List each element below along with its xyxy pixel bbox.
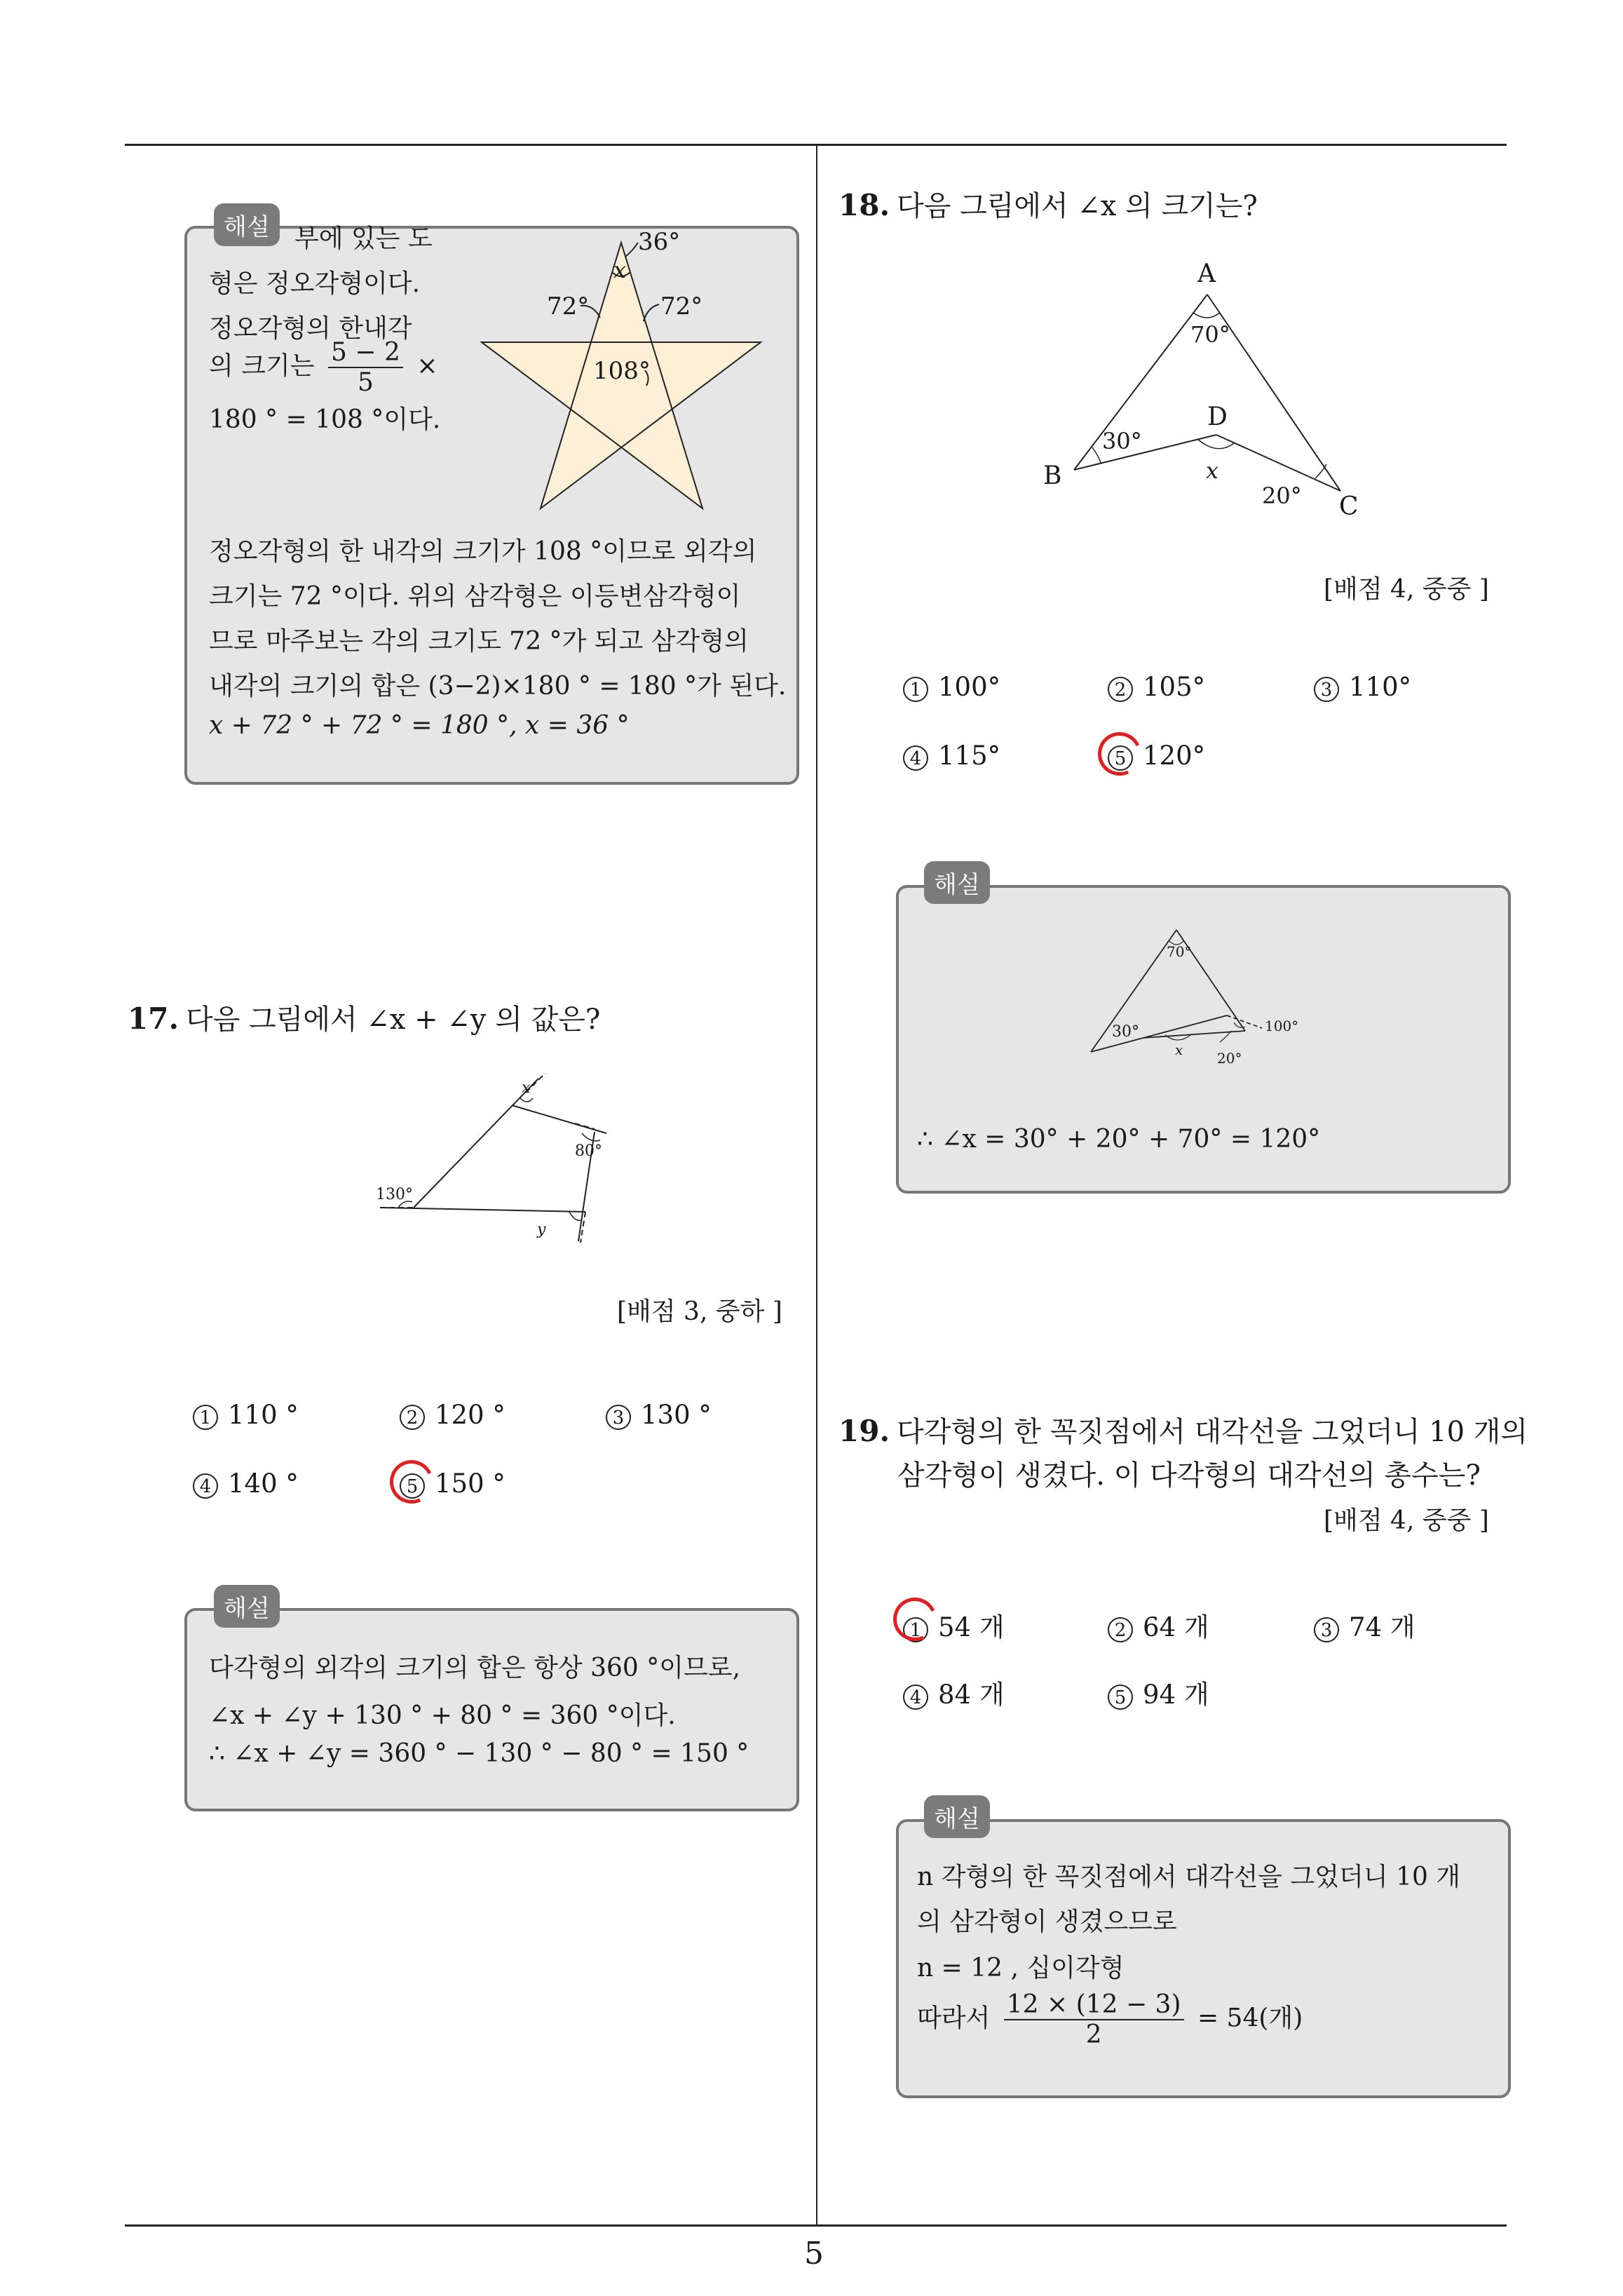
sfig-ext — [1227, 1015, 1262, 1028]
q18-choice-3[interactable] — [1314, 672, 1411, 702]
sol18-line: ∴ ∠x = 30° + 20° + 70° = 120° — [917, 1125, 1321, 1154]
question-18-score: [배점 4, 중중 ] — [1324, 575, 1489, 604]
q18-choice-3-text: 110° — [1349, 672, 1412, 702]
fig16-label-72-right: 72° — [660, 292, 703, 320]
sol16-line-2: 형은 정오각형이다. — [209, 269, 421, 298]
fig18-label-30: 30° — [1102, 428, 1142, 454]
bottom-rule — [125, 2224, 1507, 2227]
q18-answer-mark — [1092, 726, 1147, 781]
q19-choice-5[interactable] — [1108, 1673, 1209, 1711]
sol17-line-2: ∠x + ∠y + 130 ° + 80 ° = 360 °이다. — [209, 1701, 676, 1730]
fig17-ext-3 — [580, 1212, 585, 1243]
fig17-arc-y — [569, 1212, 580, 1220]
q17-choice-3-number: 3 — [606, 1405, 631, 1430]
question-17-text: 다음 그림에서 ∠x + ∠y 의 값은? — [186, 1004, 601, 1036]
sol16-body-3: 므로 마주보는 각의 크기도 72 °가 되고 삼각형의 — [209, 627, 749, 656]
solution-tag-16: 해설 — [214, 203, 280, 246]
triangle-figure-18-solution — [1087, 924, 1325, 1072]
fig17-label-y: y — [537, 1221, 546, 1238]
sfig-label-x: x — [1175, 1041, 1183, 1058]
q19-choice-3-text: 74 개 — [1349, 1612, 1415, 1642]
quadrilateral-figure — [372, 1073, 624, 1255]
q19-choice-4-number: 4 — [903, 1684, 928, 1710]
fig18-label-D: D — [1207, 403, 1228, 431]
solution-tag-17: 해설 — [214, 1585, 280, 1628]
q17-choice-5-text: 150 ° — [435, 1468, 505, 1499]
fig18-arc-20 — [1315, 464, 1326, 478]
q17-choice-2-text: 120 ° — [435, 1400, 505, 1430]
fig17-label-130: 130° — [376, 1186, 413, 1203]
fig18-label-A: A — [1197, 259, 1216, 288]
arrow-72-right — [644, 304, 659, 321]
q17-choice-1-text: 110 ° — [228, 1400, 299, 1430]
question-18-number: 18. — [838, 188, 890, 222]
question-18-title — [838, 184, 1258, 224]
q17-choice-4-number: 4 — [193, 1473, 218, 1499]
q17-choice-3[interactable] — [606, 1400, 712, 1430]
question-19-score: [배점 4, 중중 ] — [1324, 1506, 1489, 1535]
fig16-label-x: x — [613, 257, 627, 283]
question-18-text: 다음 그림에서 ∠x 의 크기는? — [897, 190, 1258, 222]
q19-choice-4[interactable] — [903, 1673, 1005, 1711]
q19-choice-3-number: 3 — [1314, 1617, 1339, 1642]
sol16-line-5: 180 ° = 108 °이다. — [209, 405, 441, 434]
q18-choice-4[interactable] — [903, 741, 1000, 771]
sol16-body-5: x + 72 ° + 72 ° = 180 °, x = 36 ° — [209, 711, 630, 740]
sol16-frac-num: 5 − 2 — [328, 338, 403, 368]
q17-choice-2-number: 2 — [400, 1405, 425, 1430]
q19-choice-5-number: 5 — [1108, 1684, 1133, 1710]
fig18-label-70: 70° — [1190, 321, 1230, 348]
q18-choice-2-number: 2 — [1108, 677, 1133, 702]
fig18-label-C: C — [1339, 492, 1359, 521]
q19-choice-1-text: 54 개 — [938, 1612, 1005, 1642]
fig16-label-72-left: 72° — [547, 292, 590, 320]
sol17-line-3: ∴ ∠x + ∠y = 360 ° − 130 ° − 80 ° = 150 ° — [209, 1739, 749, 1768]
sol16-line-3: 정오각형의 한내각 — [209, 314, 412, 343]
q18-choice-4-number: 4 — [903, 745, 928, 771]
solution-tag-18: 해설 — [924, 861, 990, 904]
question-17-score: [배점 3, 중하 ] — [617, 1297, 782, 1326]
fig17-label-80: 80° — [575, 1142, 602, 1160]
sol19-line-1: n 각형의 한 꼭짓점에서 대각선을 그었더니 10 개 — [917, 1863, 1461, 1891]
fig16-label-108: 108° — [593, 357, 651, 385]
q19-choice-4-text: 84 개 — [938, 1680, 1005, 1710]
fig18-arc-30 — [1092, 447, 1101, 463]
fig18-label-20: 20° — [1262, 482, 1302, 509]
fig17-arc-x — [520, 1098, 533, 1102]
column-divider — [816, 146, 817, 2225]
arrow-36 — [625, 243, 638, 257]
fig17-label-x: x — [522, 1079, 531, 1097]
q18-choice-5-number: 5 — [1108, 745, 1133, 771]
q17-answer-mark — [383, 1454, 439, 1509]
q17-choice-1-number: 1 — [193, 1405, 218, 1430]
sol16-line-4-text: 의 크기는 — [209, 351, 315, 381]
fig16-label-36: 36° — [638, 228, 681, 256]
q18-choice-1[interactable] — [903, 672, 1000, 702]
q17-choice-3-text: 130 ° — [641, 1400, 712, 1430]
question-17-title — [128, 997, 600, 1037]
sol16-line-4 — [209, 338, 438, 398]
q17-choice-2[interactable] — [400, 1400, 505, 1430]
sol19-frac-num: 12 × (12 − 3) — [1004, 1990, 1184, 2020]
sfig-label-70: 70° — [1167, 943, 1192, 960]
q19-choice-3[interactable] — [1314, 1606, 1415, 1644]
question-17-number: 17. — [128, 1001, 179, 1036]
sfig-label-100: 100° — [1265, 1018, 1299, 1034]
q19-choice-2-number: 2 — [1108, 1617, 1133, 1642]
question-19-line-2: 삼각형이 생겼다. 이 다각형의 대각선의 총수는? — [897, 1459, 1481, 1492]
q19-choice-2[interactable] — [1108, 1606, 1209, 1644]
sol19-line-2: 의 삼각형이 생겼으므로 — [917, 1907, 1177, 1936]
pentagram-figure — [470, 223, 778, 518]
page-number: 5 — [804, 2236, 824, 2271]
sol19-result: = 54(개) — [1197, 2004, 1303, 2033]
q18-choice-2-text: 105° — [1143, 672, 1206, 702]
q19-choice-5-text: 94 개 — [1143, 1680, 1209, 1710]
fig17-edge-2 — [512, 1105, 606, 1133]
sol16-body-4: 내각의 크기의 합은 (3−2)×180 ° = 180 °가 된다. — [209, 672, 787, 701]
solution-tag-19: 해설 — [924, 1795, 990, 1838]
sol19-line-4 — [917, 1990, 1303, 2050]
q18-choice-4-text: 115° — [938, 741, 1001, 771]
fig17-edge-1 — [414, 1079, 538, 1208]
q17-choice-5-number: 5 — [400, 1473, 425, 1499]
fig18-arc-70 — [1193, 313, 1220, 318]
fig18-label-B: B — [1043, 461, 1062, 490]
q18-choice-3-number: 3 — [1314, 677, 1339, 702]
sol16-times: × — [416, 351, 438, 381]
q19-choice-1-number: 1 — [903, 1617, 928, 1642]
sfig-label-20: 20° — [1217, 1050, 1242, 1067]
sol19-prefix: 따라서 — [917, 2004, 991, 2033]
q17-choice-1[interactable] — [193, 1400, 299, 1430]
fig18-label-x: x — [1206, 457, 1219, 484]
sol16-body-1: 정오각형의 한 내각의 크기가 108 °이므로 외각의 — [209, 537, 757, 566]
q17-choice-4-text: 140 ° — [228, 1468, 299, 1499]
sol16-line-1: 부에 있는 도 — [294, 224, 433, 253]
sol19-frac-den: 2 — [1085, 2020, 1102, 2050]
question-19-title — [838, 1410, 1528, 1450]
q18-choice-5-text: 120° — [1143, 741, 1206, 771]
question-19-number: 19. — [838, 1414, 890, 1448]
q18-choice-1-text: 100° — [938, 672, 1001, 702]
sol16-body-2: 크기는 72 °이다. 위의 삼각형은 이등변삼각형이 — [209, 582, 741, 611]
fig17-arc-80 — [582, 1133, 600, 1141]
triangle-figure-18 — [1038, 252, 1402, 526]
sol19-line-3: n = 12 , 십이각형 — [917, 1954, 1125, 1983]
q17-choice-4[interactable] — [193, 1468, 299, 1499]
q18-choice-2[interactable] — [1108, 672, 1205, 702]
question-19-line-1: 다각형의 한 꼭짓점에서 대각선을 그었더니 10 개의 — [897, 1416, 1528, 1448]
sol16-frac-den: 5 — [357, 368, 374, 398]
q19-choice-2-text: 64 개 — [1143, 1612, 1209, 1642]
q18-choice-1-number: 1 — [903, 677, 928, 702]
sol19-fraction — [1004, 1990, 1184, 2050]
sol17-line-1: 다각형의 외각의 크기의 합은 항상 360 °이므로, — [209, 1654, 741, 1682]
sol16-fraction — [328, 338, 403, 398]
sfig-label-30: 30° — [1112, 1023, 1139, 1041]
